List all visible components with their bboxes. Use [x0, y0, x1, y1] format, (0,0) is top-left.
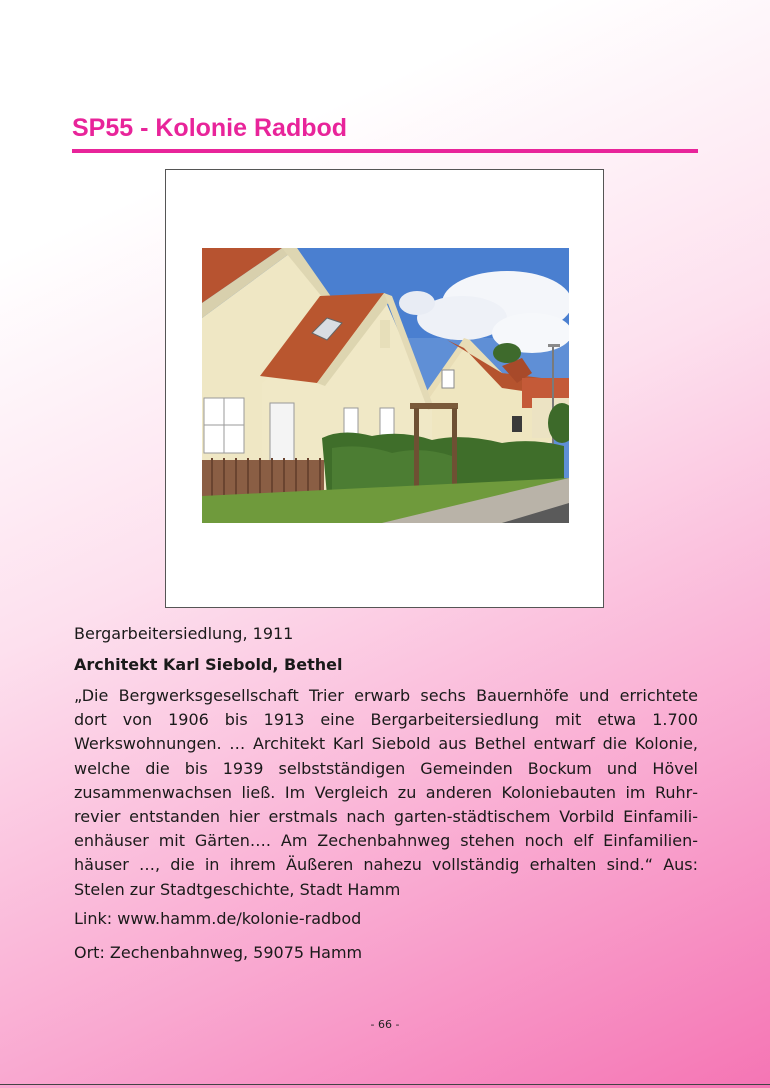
photo-kolonie-radbod-houses	[202, 248, 569, 523]
page-number: - 66 -	[370, 1018, 400, 1031]
bottom-divider	[0, 1084, 770, 1085]
title-underline	[72, 149, 698, 153]
architect-heading: Architekt Karl Siebold, Bethel	[74, 655, 343, 674]
location-text: Ort: Zechenbahnweg, 59075 Hamm	[74, 943, 363, 962]
subtitle-settlement-year: Bergarbeitersiedlung, 1911	[74, 624, 294, 643]
page-title: SP55 - Kolonie Radbod	[72, 114, 348, 142]
link-text: Link: www.hamm.de/kolonie-radbod	[74, 909, 362, 928]
photo-frame	[165, 169, 604, 608]
description-quote: „Die Bergwerksgesellschaft Trier erwarb sechs Bauernhöfe und errichtete dort von 1906 bis 1913 eine Bergarbeitersiedlung mit etwa 1.700 Werkswohnungen. … Architekt Karl Siebold aus Bethel entwarf die Kolonie, welche die bis 1939 selbstständigen Gemeinden Bockum und Hövel zusammenwachsen ließ. Im Vergleich zu anderen Koloniebauten im Ruhrrevier entstanden hier erstmals nach garten-städtischem Vorbild Einfamilienhäuser mit Gärten…. Am Zechenbahnweg stehen noch elf Einfamilienhäuser …, die in ihrem Äußeren nahezu vollständig erhalten sind.“ Aus: Stelen zur Stadtgeschichte, Stadt Hamm	[74, 686, 698, 899]
